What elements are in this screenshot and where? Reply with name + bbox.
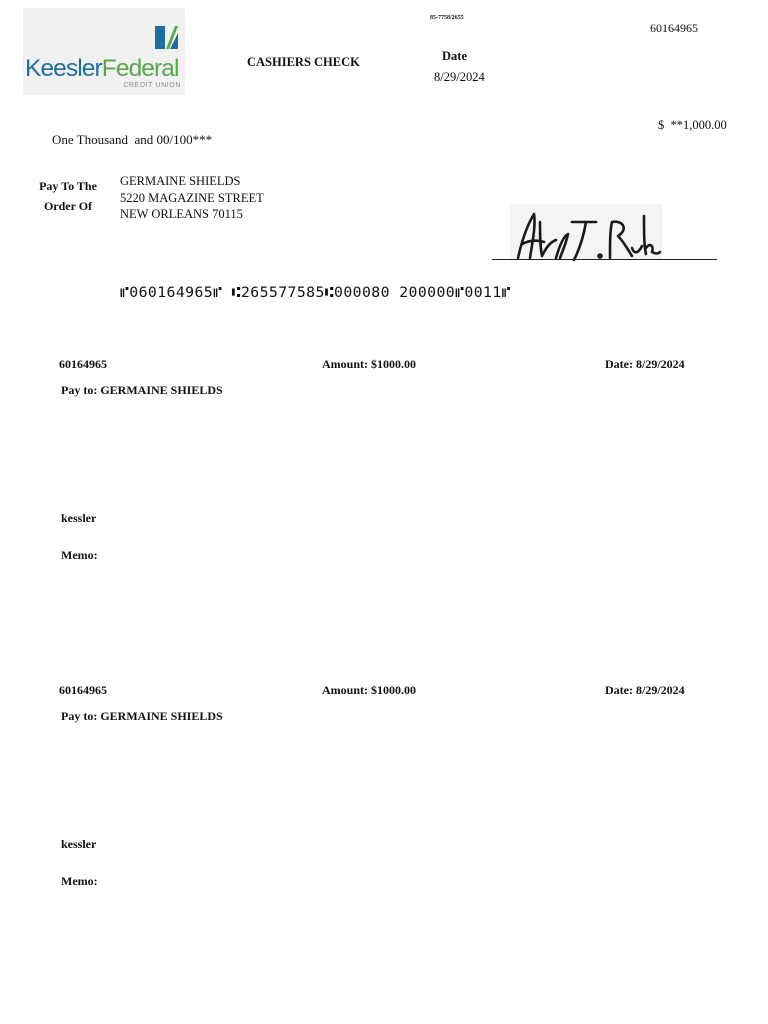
logo-wordmark: KeeslerFederal: [25, 55, 179, 82]
stub-memo: Memo:: [61, 548, 98, 562]
stub-memo: Memo:: [61, 874, 98, 888]
payee-street: 5220 MAGAZINE STREET: [120, 190, 264, 205]
stub-amount: Amount: $1000.00: [322, 357, 417, 371]
check-title: CASHIERS CHECK: [247, 55, 360, 69]
payee-block: [120, 173, 264, 223]
amount-in-words: One Thousand and 00/100***: [52, 132, 213, 147]
routing-fraction: 85-7758/2655: [430, 15, 464, 21]
stub-note: kessler: [61, 837, 97, 851]
check-number: 60164965: [650, 21, 698, 35]
date-label: Date: [442, 49, 467, 63]
logo-subtitle: CREDIT UNION: [123, 82, 181, 89]
check-stub: [0, 683, 768, 923]
micr-line: ⑈060164965⑈ ⑆265577585⑆000080 200000⑈0011⑈: [120, 285, 511, 301]
stub-note: kessler: [61, 511, 97, 525]
stub-pay-to: Pay to: GERMAINE SHIELDS: [61, 709, 223, 723]
pay-to-label: Pay To The Order Of: [39, 179, 97, 213]
stub-check-number: 60164965: [59, 683, 107, 697]
stub-pay-to: Pay to: GERMAINE SHIELDS: [61, 383, 223, 397]
signature: [510, 200, 670, 262]
stub-amount: Amount: $1000.00: [322, 683, 417, 697]
signature-line: [492, 259, 717, 260]
check-stub: [0, 357, 768, 597]
payee-city: NEW ORLEANS 70115: [120, 207, 243, 221]
payee-name: GERMAINE SHIELDS: [120, 174, 241, 188]
date-value: 8/29/2024: [434, 70, 485, 84]
amount-numeric: $ **1,000.00: [658, 118, 727, 132]
stub-date: Date: 8/29/2024: [605, 357, 685, 371]
bank-logo: [23, 8, 185, 95]
stub-check-number: 60164965: [59, 357, 107, 371]
stub-date: Date: 8/29/2024: [605, 683, 685, 697]
